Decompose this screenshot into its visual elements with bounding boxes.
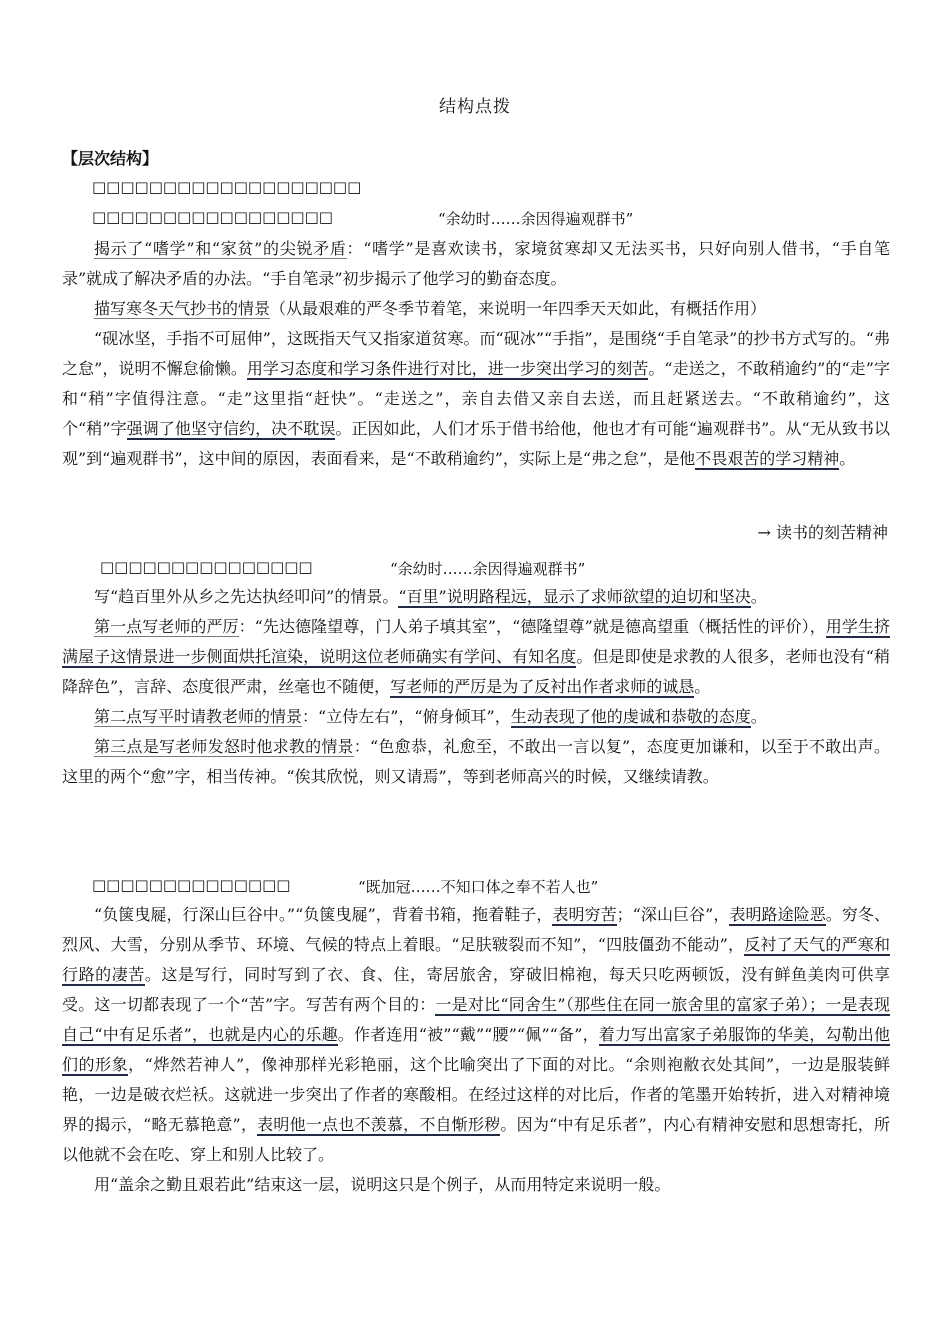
part1-body (62, 234, 890, 474)
underline-text: 第二点写平时请教老师的情景 (94, 707, 303, 726)
paragraph-text: ：“色愈恭，礼愈至，不敢出一言以复”，态度更加谦和，以至于不敢出声。这里的两个“愈”字，相当传神。“俟其欣悦，则又请焉”，等到老师高兴的时候，又继续请教。 (62, 737, 890, 786)
part2-body (62, 582, 890, 792)
paragraph-text: ；“深山巨谷”， (616, 905, 730, 924)
part3-heading: □□□□□□□□□□□□□□ (92, 876, 291, 894)
paragraph-text: 。正因如此，人们才乐于借书给他，他也才有可能“遍观群书”。从“无从致书以观”到“遍观群书”，这中间的原因，表面看来，是“不敢稍逾约”，实际上是“弗之怠”，是他 (62, 419, 890, 468)
paragraph-text: ：“立侍左右”，“俯身倾耳”， (302, 707, 511, 726)
paragraph-text: 。穷冬、烈风、大雪，分别从季节、环境、气候的特点上着眼。“足肤皲裂而不知”，“四肢僵劲不能动”， (62, 905, 890, 954)
paragraph-text: （从最艰难的严冬季节着笔，来说明一年四季天天如此，有概括作用） (270, 299, 767, 318)
part3-body (62, 900, 890, 1200)
paragraph-text: ：“先达德隆望尊，门人弟子填其室”，“德隆望尊”就是德高望重（概括性的评价）， (238, 617, 826, 636)
paragraph-text: 。 (839, 449, 856, 468)
part2-quote: “余幼时……余因得遍观群书” (390, 560, 586, 578)
paragraph-text: 写“趋百里外从乡之先达执经叩问”的情景。 (94, 587, 399, 606)
underline-text: 表明路途险恶 (729, 905, 826, 924)
underline-text: 不畏艰苦的学习精神 (695, 449, 840, 468)
underline-text: 一是对比“同舍生”（那些住在同一旅舍里的富家子弟）；一是表现自己“中有足乐者”，也就是内心的乐趣 (62, 995, 890, 1044)
paragraph-text: 。 (750, 587, 767, 606)
paragraph-text: 。 (750, 707, 767, 726)
part3-paragraph-2: 用“盖余之勤且艰若此”结束这一层，说明这只是个例子，从而用特定来说明一般。 (94, 1175, 671, 1194)
paragraph-text: 。 (694, 677, 711, 696)
paragraph-text: “负箧曳屣，行深山巨谷中。”“负箧曳屣”，背着书箱，拖着鞋子， (94, 905, 553, 924)
part2-paragraph-3 (62, 702, 890, 732)
underline-text: 表明他一点也不羡慕，不自惭形秽 (257, 1115, 501, 1134)
part3-heading-row (92, 876, 599, 896)
paragraph-text: 。这是写行，同时写到了衣、食、住，寄居旅舍，穿破旧棉袍，每天只吃两顿饭，没有鲜鱼美肉可供享受。这一切都表现了一个“苦”字。写苦有两个目的： (62, 965, 890, 1014)
part2-heading-row (100, 558, 586, 578)
underline-text: 表明穷苦 (552, 905, 617, 924)
underline-text: 第三点是写老师发怒时他求教的情景 (94, 737, 354, 756)
part2-paragraph-4 (62, 732, 890, 792)
paragraph-text: ：“嗜学”是喜欢读书，家境贫寒却又无法买书，只好向别人借书，“手自笔录”就成了解决矛盾的办法。“手自笔录”初步揭示了他学习的勤奋态度。 (62, 239, 890, 288)
paragraph-text: 。但是即使是求教的人很多，老师也没有“稍降辞色”，言辞、态度很严肃，丝毫也不随便， (62, 647, 890, 696)
part1-heading: □□□□□□□□□□□□□□□□□ (92, 208, 333, 226)
underline-text: 用学生挤满屋子这情景进一步侧面烘托渲染，说明这位老师确实有学问、有知名度 (62, 617, 890, 666)
underline-text: 写老师的严厉是为了反衬出作者求师的诚恳 (390, 677, 695, 696)
part1-paragraph-2 (62, 294, 890, 324)
paragraph-text: ，“烨然若神人”，像神那样光彩艳丽，这个比喻突出了下面的对比。“余则袍敝衣处其间”，一边是服装鲜艳，一边是破衣烂袄。这就进一步突出了作者的寒酸相。在经过这样的对比后，作者的笔墨开始转折，进入对精神境界的揭示，“略无慕艳意”， (62, 1055, 890, 1134)
section-heading: 【层次结构】 (62, 149, 159, 168)
underline-text: 强调了他坚守信约，决不耽误 (126, 419, 336, 438)
underline-text: “百里”说明路程远，显示了求师欲望的迫切和坚决 (398, 587, 751, 606)
part1-quote: “余幼时……余因得遍观群书” (438, 210, 634, 228)
part1-heading-row (92, 208, 634, 228)
paragraph-text: “砚冰坚，手指不可屈伸”，这既指天气又指家道贫寒。而“砚冰”“手指”，是围绕“手自笔录”的抄书方式写的。“弗之怠”，说明不懈怠偷懒。 (62, 329, 890, 378)
underline-text: 用学习态度和学习条件进行对比，进一步突出学习的刻苦 (246, 359, 649, 378)
underline-text: 描写寒冬天气抄书的情景 (94, 299, 271, 318)
part2-paragraph-2 (62, 612, 890, 702)
part3-paragraph-1 (62, 900, 890, 1170)
underline-text: 反衬了天气的严寒和行路的凄苦 (62, 935, 890, 984)
paragraph-text: 。因为“中有足乐者”，内心有精神安慰和思想寄托，所以他就不会在吃、穿上和别人比较了。 (62, 1115, 890, 1164)
underline-text: 生动表现了他的虔诚和恭敬的态度 (510, 707, 751, 726)
part2-heading: □□□□□□□□□□□□□□□ (100, 558, 313, 576)
paragraph-text: 。“走送之，不敢稍逾约”的“走”字和“稍”字值得注意。“走”这里指“赶快”。“走送之”，亲自去借又亲自去送，而且赶紧送去。“不敢稍逾约”，这个“稍”字 (62, 359, 890, 438)
underline-text: 着力写出富家子弟服饰的华美，勾勒出他们的形象 (62, 1025, 890, 1074)
underline-text: 揭示了“嗜学”和“家贫”的尖锐矛盾 (94, 239, 347, 258)
arrow-note: → 读书的刻苦精神 (757, 523, 888, 542)
part1-paragraph-1 (62, 234, 890, 294)
part3-quote: “既加冠……不知口体之奉不若人也” (358, 878, 599, 896)
page-title: 结构点拨 (439, 97, 511, 117)
paragraph-text: 。作者连用“被”“戴”“腰”“佩”“备”， (337, 1025, 599, 1044)
underline-text: 第一点写老师的严厉 (94, 617, 239, 636)
part2-paragraph-1 (62, 582, 890, 612)
structure-heading-line: □□□□□□□□□□□□□□□□□□□ (92, 178, 362, 196)
part1-paragraph-3 (62, 324, 890, 474)
